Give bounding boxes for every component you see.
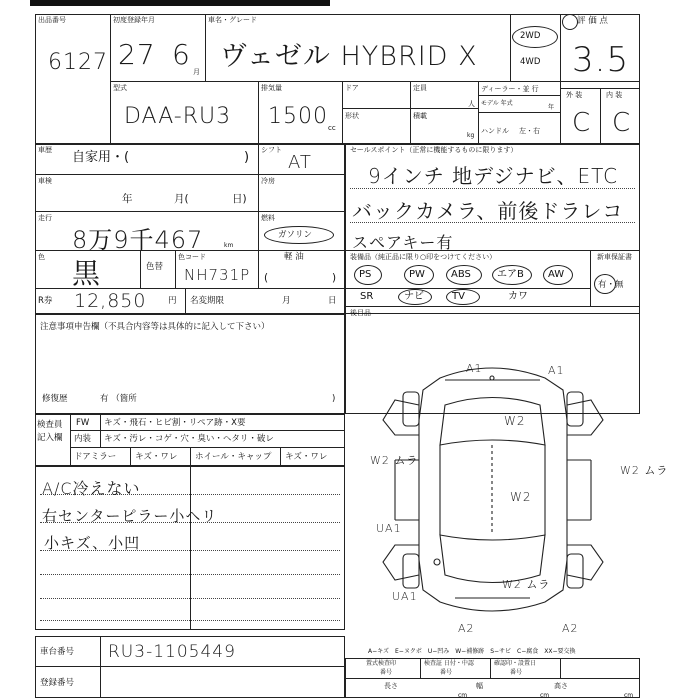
name-grade-label: 車名・グレード <box>208 16 257 24</box>
score-value: 3.5 <box>572 40 630 80</box>
equipment-label: 装備品（純正品に限り○印をつけてください） <box>350 253 497 261</box>
first-reg-year: 27 <box>118 38 156 71</box>
repair-value: 有 （箇所 <box>100 394 137 404</box>
mark-a1-right: A1 <box>548 364 565 377</box>
listing-no: 6127 <box>48 50 108 75</box>
warranty-label: 新車保証書 <box>597 253 632 261</box>
fuel-value: ガソリン <box>278 230 313 240</box>
wheel-label: ホイール・キャップ <box>195 452 272 462</box>
equipment-item: PW <box>409 269 425 280</box>
reg-label: 登録番号 <box>40 678 75 688</box>
mark-w2-left: W2 ムラ <box>370 454 419 467</box>
repair-label: 修復歴 <box>42 394 68 404</box>
shift-label: シフト <box>261 146 282 154</box>
capacity-label: 定員 <box>413 84 427 92</box>
lightoil-label: 軽 油 <box>284 252 304 262</box>
recycle-value: 12,850 <box>74 290 147 312</box>
mark-a1-left: A1 <box>466 362 483 375</box>
mark-ua1-rear: UA1 <box>392 590 418 603</box>
wheel-items: キズ・ワレ <box>285 452 328 462</box>
handle-value: 左・右 <box>519 127 540 135</box>
score-label: 評 価 点 <box>577 16 608 26</box>
fw-items: キズ・飛石・ヒビ割・リペア跡・X要 <box>104 418 246 428</box>
usage-label: 車歴 <box>38 146 52 154</box>
inspector-label: 検査員 <box>37 420 63 430</box>
shift-value: AT <box>288 152 312 173</box>
mark-a2-left: A2 <box>458 622 475 635</box>
equipment-item: TV <box>452 291 465 302</box>
interior-label: 内 装 <box>606 91 623 99</box>
color-label: 色 <box>38 253 45 261</box>
equipment-extra-label: 後目品 <box>350 309 371 317</box>
mark-w2-hood: W2 <box>504 414 526 428</box>
ac-label: 冷房 <box>261 177 275 185</box>
dim-height-label: 高さ <box>554 682 568 690</box>
color-change-label: 色替 <box>146 262 164 272</box>
dim-length-label: 長さ <box>384 682 398 690</box>
recycle-label: R券 <box>38 296 53 306</box>
interior-check-items: キズ・汚レ・コゲ・穴・臭い・ヘタリ・破レ <box>104 434 274 444</box>
equipment-item: カワ <box>508 291 528 302</box>
drive-4wd: 4WD <box>520 57 541 67</box>
displacement: 1500 <box>268 104 328 129</box>
equipment-item: PS <box>359 269 372 280</box>
exterior-label: 外 装 <box>566 91 583 99</box>
score-circle-mark <box>562 14 578 30</box>
sales-points-label: セールスポイント（正常に機能するものに限ります） <box>350 146 518 154</box>
mirror-label: ドアミラー <box>74 452 117 462</box>
mileage-value: 8万9千467 <box>72 226 204 254</box>
first-reg-label: 初度登録年月 <box>113 16 155 24</box>
model-label: 型式 <box>113 84 127 92</box>
equipment-item: エアB <box>497 269 524 280</box>
footer-box2-label: 検査証 日付・中認 <box>424 660 474 667</box>
chassis-label: 車台番号 <box>40 647 75 657</box>
notes-label: 注意事項申告欄（不具合内容等は具体的に記入して下さい） <box>40 322 270 332</box>
diagram-legend: A−キズ E−ヌクボ U−凹み W−補修跡 S−サビ C−腐食 XX−要交換 <box>368 648 576 655</box>
equipment-item: ABS <box>451 269 471 280</box>
door-label: ドア <box>345 84 359 92</box>
inspection-label: 車検 <box>38 177 52 185</box>
footer-box3-label: 確認印・設置日 <box>494 660 537 667</box>
mark-w2-right: W2 ムラ <box>620 464 669 477</box>
name-grade: ヴェゼル HYBRID X <box>220 41 478 72</box>
remark-1: A/C冷えない <box>42 479 141 498</box>
color-code-value: NH731P <box>184 266 251 284</box>
name-change-label: 名変期限 <box>190 296 225 306</box>
mark-ua1-side: UA1 <box>376 522 402 535</box>
model-code: DAA-RU3 <box>124 104 232 129</box>
drive-2wd: 2WD <box>520 31 541 41</box>
fuel-label: 燃料 <box>261 214 275 222</box>
header-strip <box>30 0 330 6</box>
equipment-item: SR <box>360 291 374 302</box>
remark-2: 右センターピラー小ヘリ <box>42 507 218 525</box>
first-reg-month: 6 <box>172 38 191 71</box>
displacement-label: 排気量 <box>261 84 282 92</box>
auction-sheet: 出品番号 6127 初度登録年月 27 6 月 車名・グレード ヴェゼル HYBRID X 2WD 4WD 評 価 点 3.5 型式 DAA-RU3 排気量 1500 cc ドア 定員 人 形状 積載 kg ディーラー・並 行 モデル 年式 年 ハンドル 左・右 外 装 内 装 C C 車歴 自家用・( ) シフト AT 車検 年 月( 日) 冷房 走行 8万9千467 km 燃料 ガソリン 色 黒 色替 色コード NH731P 軽 油 ( ) R券 12,850 円 名変期限 月 日 セールスポイント（正常に機能するものに限ります） 9インチ 地デジナビ、ETC バックカメラ、前後ドラレコ スペアキー有 装備品（純正品に限り○印をつけてください） 新車保証書 有・無 PS PW ABS エアB AW SR ナビ TV カワ 後目品 注意事項申告欄（不具合内容等は具体的に記入して下さい） 修復歴 有 （箇所 ) 検査員 記入欄 FW キズ・飛石・ヒビ割・リペア跡・X要 内装 キズ・汚レ・コゲ・穴・臭い・ヘタリ・破レ ドアミラー キズ・ワレ ホイール・キャップ キズ・ワレ A/C冷えない 右センターピラー小ヘリ 小キズ、小凹 A1 A1 W2 W2 ムラ W2 W2 ムラ UA1 UA1 W2 ムラ A2 A2 A−キズ E−ヌクボ U−凹み W−補修跡 S−サビ C−腐食 XX−要交換 車台番号 RU3-1105449 登録番号 置式検査印 番号 検査証 日付・中認 番号 確認印・設置日 番号 長さ cm 幅 cm 高さ cm <box>0 0 700 700</box>
chassis-value: RU3-1105449 <box>108 642 236 662</box>
exterior-grade: C <box>572 108 592 138</box>
color-code-label: 色コード <box>178 253 206 261</box>
dim-width-label: 幅 <box>476 682 483 690</box>
listing-no-label: 出品番号 <box>38 16 66 24</box>
shape-label: 形状 <box>345 112 359 120</box>
load-label: 積載 <box>413 112 427 120</box>
equipment-item: ナビ <box>404 291 424 302</box>
mirror-items: キズ・ワレ <box>135 452 178 462</box>
remark-3: 小キズ、小凹 <box>44 534 141 552</box>
mark-w2-roof: W2 <box>510 490 532 504</box>
fw-label: FW <box>76 418 90 428</box>
damage-diagram <box>345 350 640 640</box>
equipment-item: AW <box>548 269 565 280</box>
model-year-label: モデル 年式 <box>481 100 513 107</box>
handle-label: ハンドル <box>481 127 509 135</box>
mark-w2-rear: W2 ムラ <box>502 578 551 591</box>
dealer-label: ディーラー・並 行 <box>481 85 539 93</box>
usage-value: 自家用・( <box>72 150 130 165</box>
interior-grade: C <box>612 108 632 138</box>
sales-point-1: 9インチ 地デジナビ、ETC <box>368 164 619 188</box>
mileage-label: 走行 <box>38 214 52 222</box>
sales-point-3: スペアキー有 <box>352 233 454 252</box>
color-value: 黒 <box>72 257 102 290</box>
sales-point-2: バックカメラ、前後ドラレコ <box>352 199 624 223</box>
footer-box1-label: 置式検査印 <box>366 660 397 667</box>
interior-check-label: 内装 <box>74 434 92 444</box>
mark-a2-right: A2 <box>562 622 579 635</box>
warranty-value: 有・無 <box>598 280 624 290</box>
